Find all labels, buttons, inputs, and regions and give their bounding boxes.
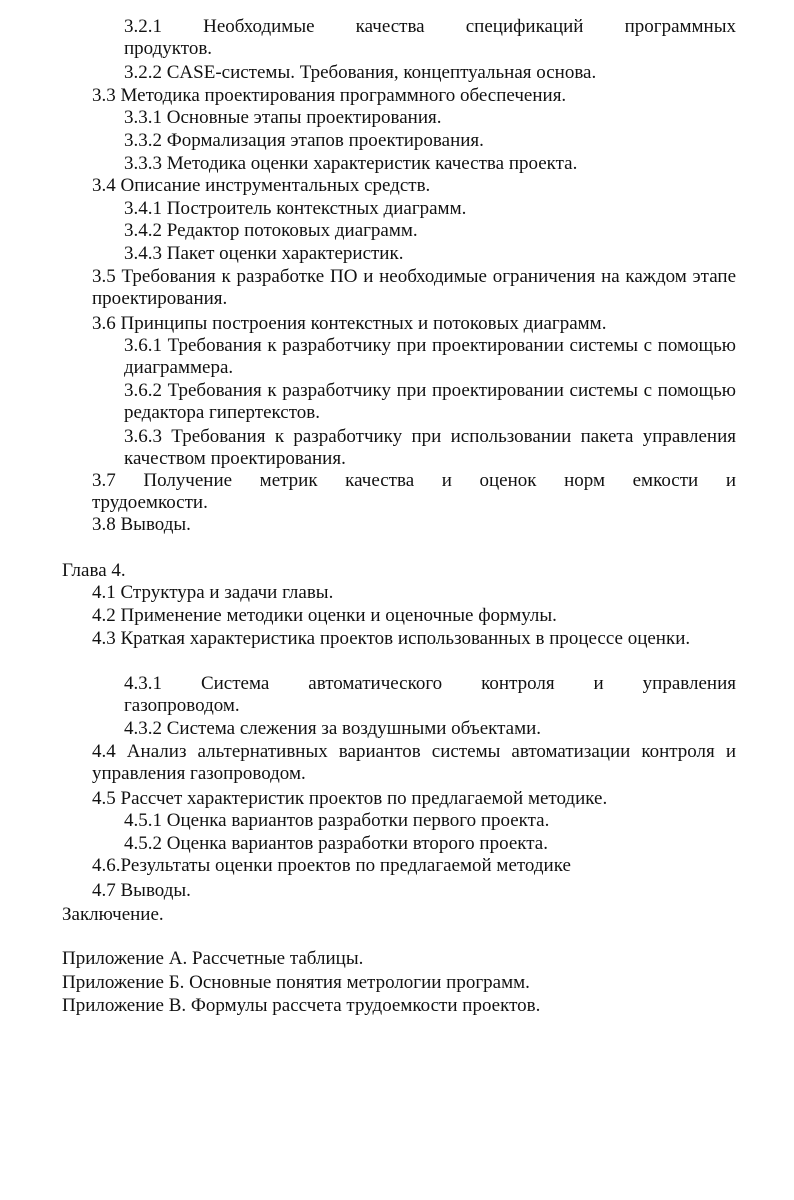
toc-entry-4-3-2: 4.3.2 Система слежения за воздушными объектами.	[124, 718, 542, 739]
toc-entry-4-2: 4.2 Применение методики оценки и оценочные формулы.	[92, 605, 557, 626]
toc-entry-3-2-2: 3.2.2 CASE-системы. Требования, концептуальная основа.	[124, 62, 597, 83]
toc-entry-3-4-2: 3.4.2 Редактор потоковых диаграмм.	[124, 220, 418, 241]
toc-entry-3-6: 3.6 Принципы построения контекстных и потоковых диаграмм.	[92, 313, 607, 334]
toc-entry-3-4-1: 3.4.1 Построитель контекстных диаграмм.	[124, 198, 467, 219]
toc-entry-3-6-1: 3.6.1 Требования к разработчику при проектировании системы с помощью диаграммера.	[124, 335, 736, 378]
conclusion-heading: Заключение.	[62, 904, 164, 925]
toc-entry-4-3: 4.3 Краткая характеристика проектов использованных в процессе оценки.	[92, 628, 691, 649]
toc-entry-4-5-1: 4.5.1 Оценка вариантов разработки первого проекта.	[124, 810, 550, 831]
appendix-a: Приложение А. Рассчетные таблицы.	[62, 948, 364, 969]
appendix-c: Приложение В. Формулы рассчета трудоемкости проектов.	[62, 995, 541, 1016]
toc-entry-3-8: 3.8 Выводы.	[92, 514, 191, 535]
chapter-4-heading: Глава 4.	[62, 560, 126, 581]
toc-entry-3-3-3: 3.3.3 Методика оценки характеристик качества проекта.	[124, 153, 578, 174]
toc-entry-4-6: 4.6.Результаты оценки проектов по предлагаемой методике	[92, 855, 571, 876]
toc-entry-3-3-2: 3.3.2 Формализация этапов проектирования.	[124, 130, 484, 151]
toc-entry-3-3-1: 3.3.1 Основные этапы проектирования.	[124, 107, 442, 128]
toc-entry-4-3-1: 4.3.1 Система автоматического контроля и управления газопроводом.	[124, 673, 736, 716]
toc-entry-3-2-1: 3.2.1 Необходимые качества спецификаций программных продуктов.	[124, 16, 736, 59]
toc-entry-3-6-3: 3.6.3 Требования к разработчику при использовании пакета управления качеством проектирования.	[124, 426, 736, 469]
appendix-b: Приложение Б. Основные понятия метрологии программ.	[62, 972, 530, 993]
toc-entry-3-5: 3.5 Требования к разработке ПО и необходимые ограничения на каждом этапе проектирования.	[92, 266, 736, 309]
toc-entry-3-4: 3.4 Описание инструментальных средств.	[92, 175, 431, 196]
toc-entry-3-6-2: 3.6.2 Требования к разработчику при проектировании системы с помощью редактора гипертекстов.	[124, 380, 736, 423]
toc-entry-4-5: 4.5 Рассчет характеристик проектов по предлагаемой методике.	[92, 788, 608, 809]
toc-entry-4-1: 4.1 Структура и задачи главы.	[92, 582, 334, 603]
toc-entry-4-5-2: 4.5.2 Оценка вариантов разработки второго проекта.	[124, 833, 548, 854]
toc-entry-3-3: 3.3 Методика проектирования программного обеспечения.	[92, 85, 567, 106]
toc-entry-3-4-3: 3.4.3 Пакет оценки характеристик.	[124, 243, 404, 264]
toc-entry-4-4: 4.4 Анализ альтернативных вариантов системы автоматизации контроля и управления газопроводом.	[92, 741, 736, 784]
toc-entry-3-7: 3.7 Получение метрик качества и оценок норм емкости и трудоемкости.	[92, 470, 736, 513]
toc-entry-4-7: 4.7 Выводы.	[92, 880, 191, 901]
